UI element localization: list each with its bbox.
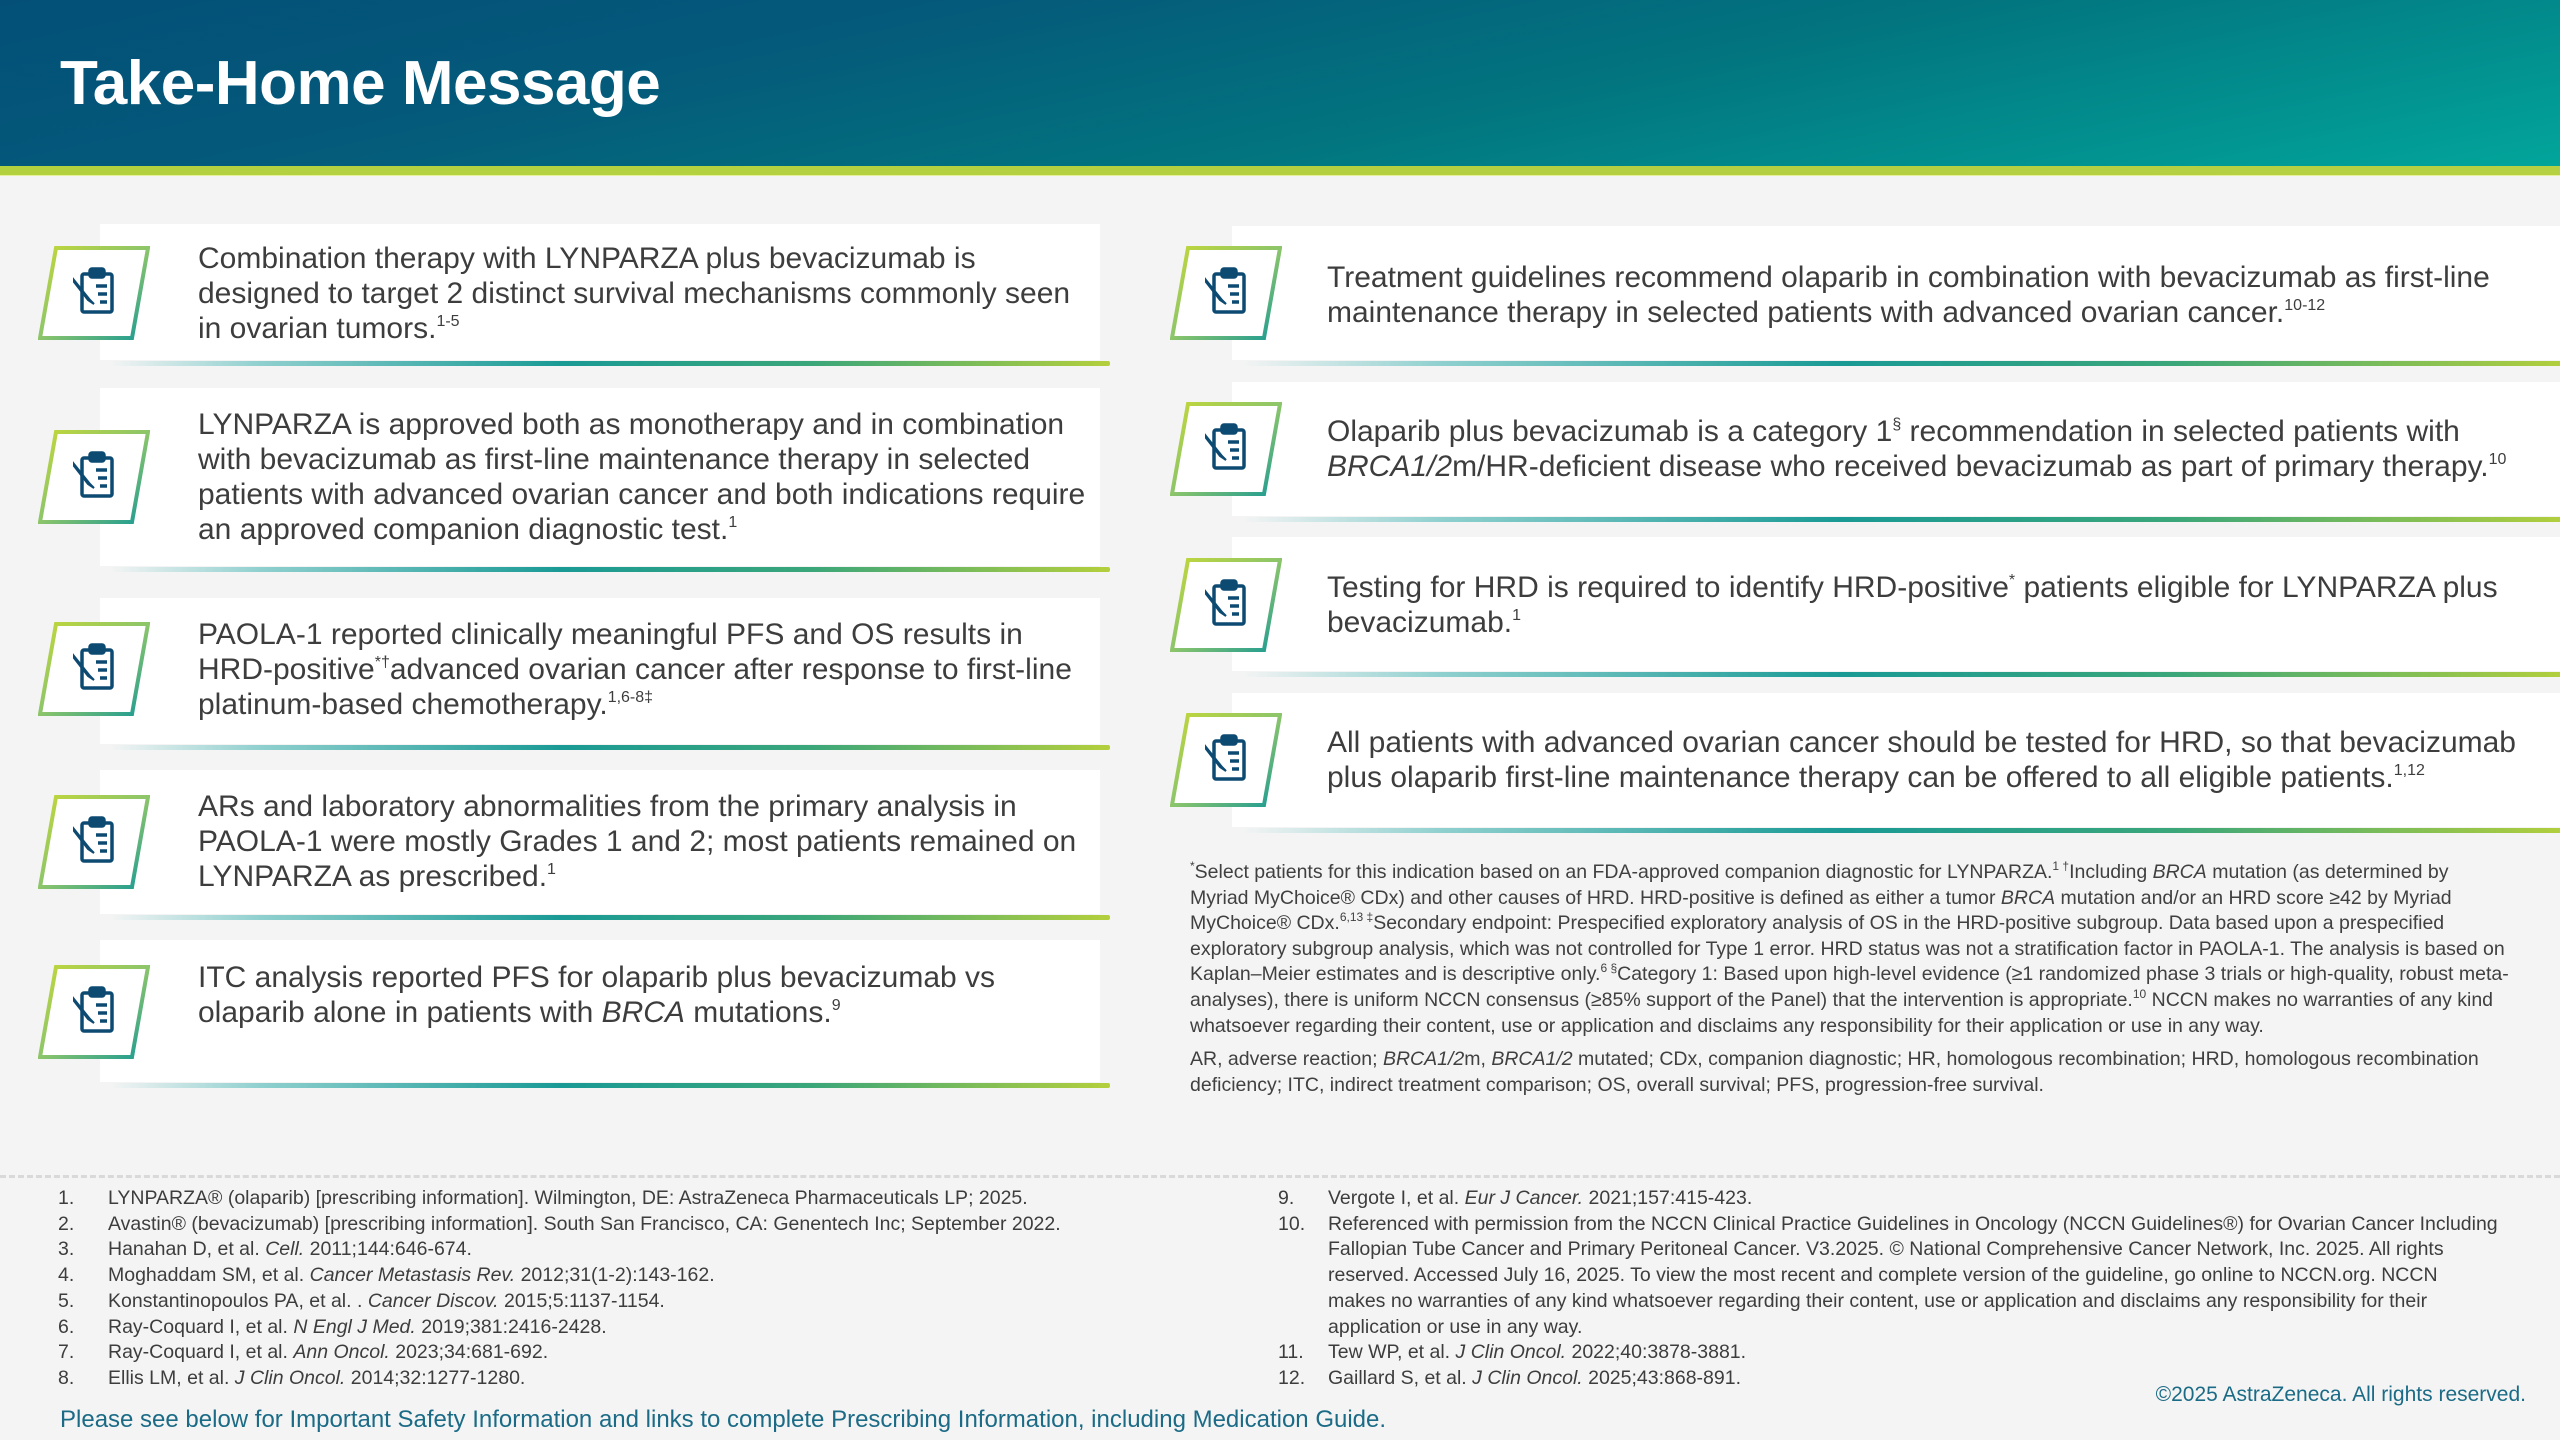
clipboard-pencil-icon — [38, 246, 150, 340]
references-left — [58, 1186, 1258, 1392]
clipboard-pencil-icon — [1170, 246, 1282, 340]
message-text: ARs and laboratory abnormalities from the primary analysis in PAOLA-1 were mostly Grades 1 and 2; most patients remained on LYNPARZA as prescribed.$^1$ — [198, 790, 1077, 893]
message-text: Combination therapy with LYNPARZA plus bevacizumab is designed to target 2 distinct survival mechanisms commonly seen in ovarian tumors.$^{1-5}$ — [198, 242, 1071, 345]
clipboard-pencil-icon — [38, 795, 150, 889]
message-text: ITC analysis reported PFS for olaparib plus bevacizumab vs olaparib alone in patients with BRCA mutations.$^9$ — [198, 961, 996, 1029]
reference-item: 8. Ellis LM, et al. J Clin Oncol. 2014;32:1277-1280. — [58, 1366, 526, 1389]
abbreviations: AR, adverse reaction; BRCA1/2m, BRCA1/2 mutated; CDx, companion diagnostic; HR, homologous recombination; HRD, homologous recombination deficiency; ITC, indirect treatment comparison; OS, overall survival; PFS, progression-free survival. — [1190, 1048, 2479, 1096]
reference-item: 9. Vergote I, et al. Eur J Cancer. 2021;157:415-423. — [1278, 1187, 1753, 1209]
reference-item: 11. Tew WP, et al. J Clin Oncol. 2022;40:3878-3881. — [1278, 1341, 1747, 1364]
reference-item: 3. Hanahan D, et al. Cell. 2011;144:646-674. — [58, 1238, 472, 1261]
clipboard-pencil-icon — [1170, 402, 1282, 496]
footnotes — [1190, 860, 2510, 1098]
reference-item: 7. Ray-Coquard I, et al. Ann Oncol. 2023;34:681-692. — [58, 1341, 549, 1364]
message-text: LYNPARZA is approved both as monotherapy and in combination with bevacizumab as first-line maintenance therapy in selected patients with advanced ovarian cancer and both indications require an approved companion diagnostic test.$^1$ — [198, 408, 1086, 546]
message-text: Treatment guidelines recommend olaparib in combination with bevacizumab as first-line maintenance therapy in selected patients with advanced ovarian cancer.$^{10-12}$ — [1327, 261, 2490, 329]
message-text: Olaparib plus bevacizumab is a category 1§ recommendation in selected patients with BRCA1/2m/HR-deficient disease who received bevacizumab as part of primary therapy.$^{10}$ — [1327, 415, 2507, 483]
copyright-text: ©2025 AstraZeneca. All rights reserved. — [2155, 1383, 2526, 1406]
reference-item: 4. Moghaddam SM, et al. Cancer Metastasis Rev. 2012;31(1-2):143-162. — [58, 1264, 715, 1287]
clipboard-pencil-icon — [38, 622, 150, 716]
message-text: All patients with advanced ovarian cancer should be tested for HRD, so that bevacizumab plus olaparib first-line maintenance therapy can be offered to all eligible patients.$^{1,12}$ — [1327, 726, 2516, 794]
references-right — [1278, 1186, 2498, 1392]
reference-item: 5. Konstantinopoulos PA, et al. . Cancer Discov. 2015;5:1137-1154. — [58, 1289, 665, 1312]
message-text: PAOLA-1 reported clinically meaningful PFS and OS results in HRD-positive*†advanced ovarian cancer after response to first-line platinum-based chemotherapy.$^{1,6-8\ddagger}$ — [198, 618, 1072, 721]
reference-item: 10. Referenced with permission from the NCCN Clinical Practice Guidelines in Oncology (NCCN Guidelines®) for Ovarian Cancer Including Fallopian Tube Cancer and Primary Peritoneal Cancer. V3.2025. © National Comprehensive Cancer Network, Inc. 2025. All rights reserved. Accessed July 16, 2025. To view the most recent and complete version of the guideline, go online to NCCN.org. NCCN makes no warranties of any kind whatsoever regarding their content, use or application and disclaims any responsibility for their application or use in any way. — [1278, 1212, 2498, 1338]
clipboard-pencil-icon — [1170, 558, 1282, 652]
reference-item: 12. Gaillard S, et al. J Clin Oncol. 2025;43:868-891. — [1278, 1366, 1742, 1389]
clipboard-pencil-icon — [38, 430, 150, 524]
clipboard-pencil-icon — [1170, 713, 1282, 807]
reference-item: 1. LYNPARZA® (olaparib) [prescribing information]. Wilmington, DE: AstraZeneca Pharmaceuticals LP; 2025. — [58, 1187, 1028, 1209]
header-accent-bar — [0, 166, 2560, 176]
page-title: Take-Home Message — [60, 49, 661, 118]
header-banner — [0, 0, 2560, 166]
footnote-paragraph: *Select patients for this indication based on an FDA-approved companion diagnostic for LYNPARZA.$^{1 \dagger}$Including BRCA mutation (as determined by Myriad MyChoice® CDx) and other causes of HRD. HRD-positive is defined as either a tumor BRCA mutation and/or an HRD score ≥42 by Myriad MyChoice® CDx.$^{6,13 \ddagger}$Secondary endpoint: Prespecified exploratory analysis of OS in the HRD-positive subgroup. Data based upon a prespecified exploratory subgroup analysis, which was not controlled for Type 1 error. HRD status was not a stratification factor in PAOLA-1. The analysis is based on Kaplan–Meier estimates and is descriptive only.$^{6 \S}$Category 1: Based upon high-level evidence (≥1 randomized phase 3 trials or high-quality, robust meta-analyses), there is uniform NCCN consensus (≥85% support of the Panel) that the intervention is appropriate.$^{10}$ NCCN makes no warranties of any kind whatsoever regarding their content, use or application and disclaims any responsibility for their application or use in any way. — [1190, 859, 2509, 1037]
reference-item: 2. Avastin® (bevacizumab) [prescribing information]. South San Francisco, CA: Genentech Inc; September 2022. — [58, 1212, 1061, 1235]
message-text: Testing for HRD is required to identify HRD-positive* patients eligible for LYNPARZA plus bevacizumab.$^1$ — [1327, 571, 2498, 639]
reference-item: 6. Ray-Coquard I, et al. N Engl J Med. 2019;381:2416-2428. — [58, 1315, 607, 1338]
section-divider — [0, 1175, 2560, 1178]
safety-info-link[interactable]: Please see below for Important Safety Information and links to complete Prescribing Information, including Medication Guide. — [60, 1406, 1387, 1433]
clipboard-pencil-icon — [38, 965, 150, 1059]
